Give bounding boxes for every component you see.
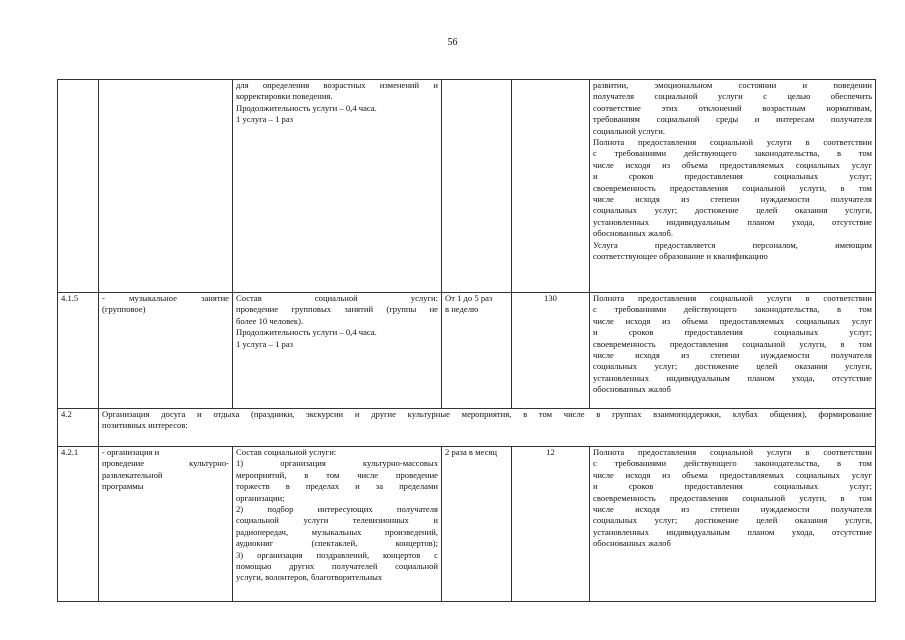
section-heading-text (102, 409, 872, 432)
cell-code: 4.2 (58, 409, 99, 447)
page-number: 56 (447, 37, 458, 48)
text-line: корректировки поведения. (236, 91, 333, 102)
text-line: установленных индивидуальным планом ухода, отсутствие (593, 372, 872, 383)
composition-text (236, 80, 438, 126)
text-line: числе исходя из объема предоставляемых социальных услуг (593, 315, 872, 326)
table-row-4-2 (58, 409, 876, 447)
text-line: своевременность предоставления социальной услуги, в том (593, 182, 872, 193)
text-line: получателя социальной услуги с целью обеспечить (593, 91, 872, 102)
text-line: развлекательной (102, 469, 163, 480)
text-line: проведение групповых занятий (группы не (236, 304, 438, 315)
text-line: Состав социальной услуги: (236, 447, 337, 457)
cell-composition (233, 293, 442, 409)
text-line: программы (102, 481, 144, 492)
quality-text (593, 80, 872, 263)
text-line: радиопередач, музыкальных произведений, (236, 526, 438, 537)
text-line: - организация и (102, 447, 160, 457)
quality-text (593, 293, 872, 396)
cell-code: 4.1.5 (58, 293, 99, 409)
text-line: Полнота предоставления социальной услуги в соответствии (593, 447, 872, 457)
cell-frequency (442, 80, 512, 293)
text-line: 1 услуга – 1 раз (236, 338, 294, 349)
text-line: более 10 человек). (236, 315, 304, 326)
text-line: с требованиями действующего законодательства, в том (593, 148, 872, 159)
text-line: организации; (236, 492, 285, 503)
text-line: (групповое) (102, 304, 146, 315)
text-line: и сроков предоставления социальных услуг; (593, 481, 872, 492)
text-line: социальной услуги. (593, 125, 666, 136)
text-line: Организация досуга и отдыха (праздники, экскурсии и другие культурные мероприятия, в том числе в группах взаимоподдержки, клубах общения), формирование (102, 409, 872, 419)
text-line: с требованиями действующего законодательства, в том (593, 304, 872, 315)
text-line: помощью других получателей социальной (236, 561, 438, 572)
text-line: числе исходя из объема предоставляемых социальных услуг (593, 159, 872, 170)
cell-volume (512, 80, 590, 293)
cell-composition (233, 447, 442, 602)
text-line: числе исходя из степени нуждаемости получателя (593, 504, 872, 515)
text-line: установленных индивидуальным планом ухода, отсутствие (593, 526, 872, 537)
text-line: своевременность предоставления социальной услуги, в том (593, 492, 872, 503)
text-line: социальных услуг; достижение целей оказания услуги, (593, 515, 872, 526)
text-line: позитивных интересов: (102, 420, 188, 431)
text-line: Полнота предоставления социальной услуги в соответствии (593, 137, 872, 148)
text-line: - музыкальное занятие (102, 293, 229, 303)
quality-text (593, 447, 872, 550)
text-line: Услуга предоставляется персоналом, имеющим (593, 239, 872, 250)
text-line: для определения возрастных изменений и (236, 80, 438, 90)
text-line: 2) подбор интересующих получателя (236, 504, 438, 515)
text-line: развитии, эмоциональном состоянии и поведении (593, 80, 872, 90)
table-row-4-1-5 (58, 293, 876, 409)
text-line: числе исходя из степени нуждаемости получателя (593, 350, 872, 361)
text-line: своевременность предоставления социальной услуги, в том (593, 338, 872, 349)
text-line: и сроков предоставления социальных услуг; (593, 171, 872, 182)
text-line: числе исходя из степени нуждаемости получателя (593, 194, 872, 205)
text-line: числе исходя из объема предоставляемых социальных услуг (593, 469, 872, 480)
text-line: в неделю (445, 304, 479, 315)
text-line: услуги, волонтеров, благотворительных (236, 572, 383, 583)
service-name (102, 447, 229, 493)
text-line: Продолжительность услуги – 0,4 часа. (236, 102, 377, 113)
cell-name (99, 293, 233, 409)
text-line: От 1 до 5 раз (445, 293, 493, 303)
cell-quality (590, 80, 876, 293)
text-line: Состав социальной услуги: (236, 293, 438, 303)
text-line: 1) организация культурно-массовых (236, 458, 438, 469)
text-line: 1 услуга – 1 раз (236, 114, 294, 125)
cell-composition (233, 80, 442, 293)
services-table (57, 79, 876, 602)
text-line: обоснованных жалоб. (593, 228, 674, 239)
cell-frequency (442, 293, 512, 409)
cell-volume: 130 (512, 293, 590, 409)
service-name (102, 293, 229, 316)
text-line: мероприятий, в том числе проведение (236, 469, 438, 480)
cell-volume: 12 (512, 447, 590, 602)
cell-name (99, 447, 233, 602)
text-line: обоснованных жалоб (593, 538, 671, 549)
text-line: с требованиями действующего законодательства, в том (593, 458, 872, 469)
text-line: 3) организация поздравлений, концертов с (236, 549, 438, 560)
text-line: Полнота предоставления социальной услуги в соответствии (593, 293, 872, 303)
composition-text (236, 447, 438, 584)
text-line: Продолжительность услуги – 0,4 часа. (236, 327, 377, 338)
cell-quality (590, 293, 876, 409)
table-row-4-2-1 (58, 447, 876, 602)
text-line: социальной услуги телевизионных и (236, 515, 438, 526)
cell-frequency: 2 раза в месяц (442, 447, 512, 602)
text-line: требованиям социальной среды и интересам получателя (593, 114, 872, 125)
text-line: социальных услуг; достижение целей оказания услуги, (593, 361, 872, 372)
frequency-text (445, 293, 508, 316)
text-line: соответствующее образование и квалификацию (593, 251, 768, 262)
text-line: установленных индивидуальным планом ухода, отсутствие (593, 216, 872, 227)
text-line: проведение культурно- (102, 458, 229, 469)
text-line: и сроков предоставления социальных услуг; (593, 327, 872, 338)
composition-text (236, 293, 438, 350)
table-row-continuation (58, 80, 876, 293)
text-line: аудиокниг (спектаклей, концертов); (236, 538, 438, 549)
cell-quality (590, 447, 876, 602)
cell-code (58, 80, 99, 293)
cell-code: 4.2.1 (58, 447, 99, 602)
cell-name (99, 80, 233, 293)
text-line: торжеств в пределах и за пределами (236, 481, 438, 492)
text-line: социальных услуг; достижение целей оказания услуги, (593, 205, 872, 216)
section-heading (99, 409, 876, 447)
text-line: обоснованных жалоб (593, 384, 671, 395)
text-line: соответствие этих отклонений возрастным нормативам, (593, 102, 872, 113)
